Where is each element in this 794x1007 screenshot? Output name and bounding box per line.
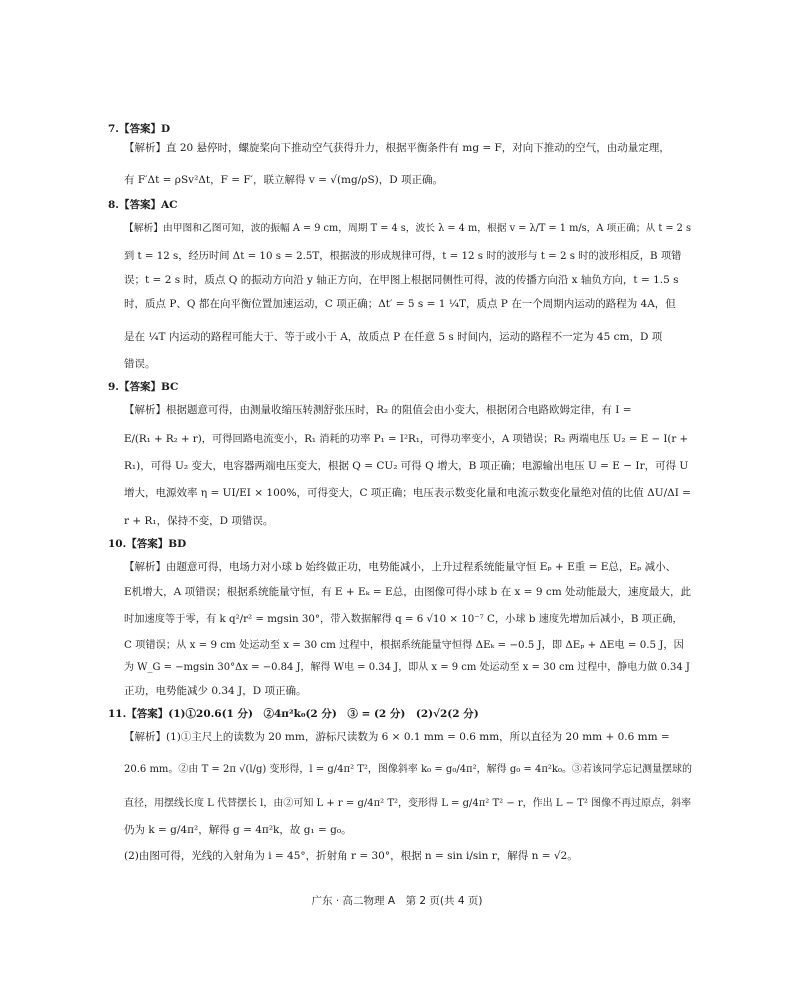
answer-7-line: 【解析】直 20 悬停时，螺旋桨向下推动空气获得升力，根据平衡条件有 mg = F，对向下推动的空气，由动量定理， bbox=[124, 142, 670, 154]
answer-11-line: 直径，用摆线长度 L 代替摆长 l，由②可知 L + r = g/4π² T²，变形得 L = g/4π² T² − r，作出 L − T² 图像不再过原点，斜率 bbox=[124, 798, 692, 809]
answer-10-line: 为 W_G = −mgsin 30°Δx = −0.84 J，解得 W电 = 0.34 J，即从 x = 9 cm 处运动至 x = 30 cm 过程中，静电力做 0.34 J bbox=[124, 662, 690, 673]
answer-9-head: 9.【答案】BC bbox=[108, 381, 179, 393]
answer-10-line: 时加速度等于零，有 k q²/r² = mgsin 30°，带入数据解得 q = 6 √10 × 10⁻⁷ C，小球 b 速度先增加后减小，B 项正确， bbox=[124, 613, 683, 625]
page-footer: 广东 · 高二物理 A 第 2 页(共 4 页) bbox=[311, 895, 483, 907]
answer-10-line: 正功，电势能减少 0.34 J，D 项正确。 bbox=[124, 685, 307, 697]
answer-9-line: E/(R₁ + R₂ + r)，可得回路电流变小，R₁ 消耗的功率 P₁ = I²R₁，可得功率变小，A 项错误；R₂ 两端电压 U₂ = E − I(r + bbox=[124, 433, 689, 445]
answer-8-line: 错误。 bbox=[124, 358, 156, 370]
answer-7-line: 有 F′Δt = ρSv²Δt，F = F′，联立解得 v = √(mg/ρS)，D 项正确。 bbox=[124, 174, 443, 186]
answer-7-head: 7.【答案】D bbox=[108, 123, 171, 135]
answer-9-line: r + R₁，保持不变，D 项错误。 bbox=[124, 515, 274, 527]
answer-8-line: 【解析】由甲图和乙图可知，波的振幅 A = 9 cm，周期 T = 4 s，波长 λ = 4 m，根据 v = λ/T = 1 m/s，A 项正确；从 t = 2 s bbox=[124, 223, 691, 234]
answer-8-line: 时，质点 P、Q 都在向平衡位置加速运动，C 项正确；Δt′ = 5 s = 1 ¼T，质点 P 在一个周期内运动的路程为 4A，但 bbox=[124, 298, 676, 310]
answer-10-line: 【解析】由题意可得，电场力对小球 b 始终做正功，电势能减小，上升过程系统能量守恒 Eₚ + E重 = E总，Eₚ 减小、 bbox=[124, 561, 677, 573]
answer-11-line: (2)由图可得，光线的入射角为 i = 45°，折射角 r = 30°，根据 n = sin i/sin r，解得 n = √2。 bbox=[124, 850, 578, 862]
answer-11-line: 20.6 mm。②由 T = 2π √(l/g) 变形得，l = g/4π² T²，图像斜率 k₀ = g₀/4π²，解得 g₀ = 4π²k₀。③若该同学忘记测量摆球的 bbox=[124, 764, 692, 775]
answer-10-line: C 项错误；从 x = 9 cm 处运动至 x = 30 cm 过程中，根据系统能量守恒得 ΔEₖ = −0.5 J，即 ΔEₚ + ΔE电 = 0.5 J，因 bbox=[124, 639, 684, 651]
answer-10-head: 10.【答案】BD bbox=[108, 538, 187, 550]
answer-10-line: E机增大，A 项错误；根据系统能量守恒，有 E + Eₖ = E总，由图像可得小球 b 在 x = 9 cm 处动能最大，速度最大，此 bbox=[124, 586, 692, 598]
answer-11-line: 仍为 k = g/4π²，解得 g = 4π²k，故 g₁ = g₀。 bbox=[124, 824, 352, 836]
answer-9-line: 增大，电源效率 η = UI/EI × 100%，可得变大，C 项正确；电压表示数变化量和电流示数变化量绝对值的比值 ΔU/ΔI = bbox=[124, 487, 691, 499]
answer-8-line: 是在 ¼T 内运动的路程可能大于、等于或小于 A，故质点 P 在任意 5 s 时间内，运动的路程不一定为 45 cm，D 项 bbox=[124, 331, 663, 343]
answer-9-line: R₁)，可得 U₂ 变大，电容器两端电压变大，根据 Q = CU₂ 可得 Q 增大，B 项正确；电源输出电压 U = E − Ir，可得 U bbox=[124, 460, 689, 472]
answer-11-line: 【解析】(1)①主尺上的读数为 20 mm，游标尺读数为 6 × 0.1 mm = 0.6 mm，所以直径为 20 mm + 0.6 mm = bbox=[124, 731, 670, 743]
answer-8-line: 误；t = 2 s 时，质点 Q 的振动方向沿 y 轴正方向，在甲图上根据同侧性可得，波的传播方向沿 x 轴负方向，t = 1.5 s bbox=[124, 274, 679, 286]
answer-11-head: 11.【答案】(1)①20.6(1 分) ②4π²k₀(2 分) ③ = (2 分) (2)√2(2 分) bbox=[108, 708, 479, 720]
answer-8-line: 到 t = 12 s，经历时间 Δt = 10 s = 2.5T，根据波的形成规律可得，t = 12 s 时的波形与 t = 2 s 时的波形相反，B 项错 bbox=[124, 250, 682, 262]
answer-9-line: 【解析】根据题意可得，由测量收缩压转测舒张压时，R₂ 的阻值会由小变大，根据闭合电路欧姆定律，有 I = bbox=[124, 404, 632, 416]
answer-8-head: 8.【答案】AC bbox=[108, 199, 178, 211]
